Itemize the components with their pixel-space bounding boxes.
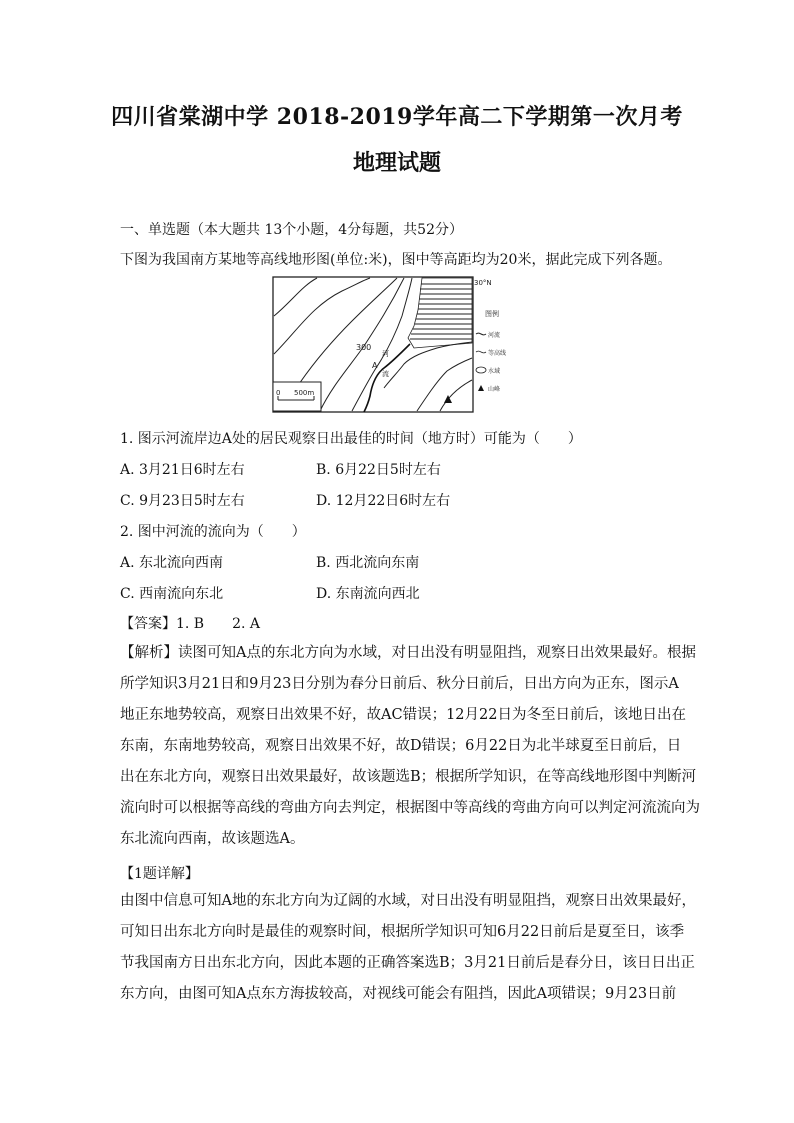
detail-heading: 【1题详解】 [120,866,199,882]
legend-title: 图例 [485,310,499,318]
analysis-line: 流向时可以根据等高线的弯曲方向去判定，根据图中等高线的弯曲方向可以判定河流流向为 [120,800,700,816]
legend-contour: 等高线 [488,350,507,357]
question-2-option-b[interactable]: B. 西北流向东南 [316,555,420,571]
analysis-line: 所学知识3月21日和9月23日分别为春分日前后、秋分日前后，日出方向为正东，图示A [120,676,679,692]
river-label-2: 流 [382,370,389,378]
legend-contour-icon [476,351,486,353]
scale-zero: 0 [276,389,281,397]
detail-paragraph [120,886,696,1010]
legend-river: 河流 [488,332,501,339]
question-1-option-d[interactable]: D. 12月22日6时左右 [316,493,451,509]
answer-line: 【答案】1. B 2. A [120,616,261,632]
legend-water: 水域 [488,368,501,375]
question-1-option-b[interactable]: B. 6月22日5时左右 [316,462,441,478]
section-heading: 一、单选题（本大题共 13个小题，4分每题，共52分） [120,222,463,238]
detail-line: 节我国南方日出东北方向，因此本题的正确答案选B；3月21日前后是春分日，该日日出正 [120,955,695,971]
scale-bar [273,382,321,411]
question-2-option-c[interactable]: C. 西南流向东北 [120,586,224,602]
latitude-label: 30°N [474,279,492,287]
contour-map [272,276,507,414]
question-1-option-c[interactable]: C. 9月23日5时左右 [120,493,245,509]
detail-line: 由图中信息可知A地的东北方向为辽阔的水域，对日出没有明显阻挡，观察日出效果最好， [120,893,696,909]
legend-peak-icon [478,385,484,391]
detail-line: 可知日出东北方向时是最佳的观察时间，根据所学知识可知6月22日前后是夏至日，该季 [120,924,685,940]
contour-label: 300 [356,343,372,352]
question-intro: 下图为我国南方某地等高线地形图(单位:米)，图中等高距均为20米，据此完成下列各题。 [120,252,672,268]
analysis-line: 【解析】读图可知A点的东北方向为水域，对日出没有明显阻挡，观察日出效果最好。根据 [120,645,696,661]
legend-water-icon [476,367,486,373]
question-2-option-a[interactable]: A. 东北流向西南 [120,555,224,571]
analysis-line: 东南，东南地势较高，观察日出效果不好，故D错误；6月22日为北半球夏至日前后，日 [120,738,682,754]
question-1-option-a[interactable]: A. 3月21日6时左右 [120,462,245,478]
analysis-line: 出在东北方向，观察日出效果最好，故该题选B；根据所学知识，在等高线地形图中判断河 [120,769,697,785]
detail-line: 东方向，由图可知A点东方海拔较高，对视线可能会有阻挡，因此A项错误；9月23日前 [120,986,677,1002]
point-a-label: A [372,361,378,370]
legend-peak: 山峰 [488,386,501,393]
question-1-stem: 1. 图示河流岸边A处的居民观察日出最佳的时间（地方时）可能为（ ） [120,431,582,447]
analysis-paragraph [120,638,700,855]
analysis-line: 地正东地势较高，观察日出效果不好，故AC错误；12月22日为冬至日前后，该地日出在 [120,707,686,723]
legend-river-icon [476,333,486,335]
document-title: 四川省棠湖中学 2018-2019学年高二下学期第一次月考 [111,104,683,130]
document-subtitle: 地理试题 [352,150,441,176]
contour-map-figure [272,276,507,414]
legend [476,309,506,393]
scale-value: 500m [294,389,315,397]
analysis-line: 东北流向西南，故该题选A。 [120,831,305,847]
river-label-1: 河 [382,350,389,358]
question-2-option-d[interactable]: D. 东南流向西北 [316,586,420,602]
question-2-stem: 2. 图中河流的流向为（ ） [120,524,306,540]
